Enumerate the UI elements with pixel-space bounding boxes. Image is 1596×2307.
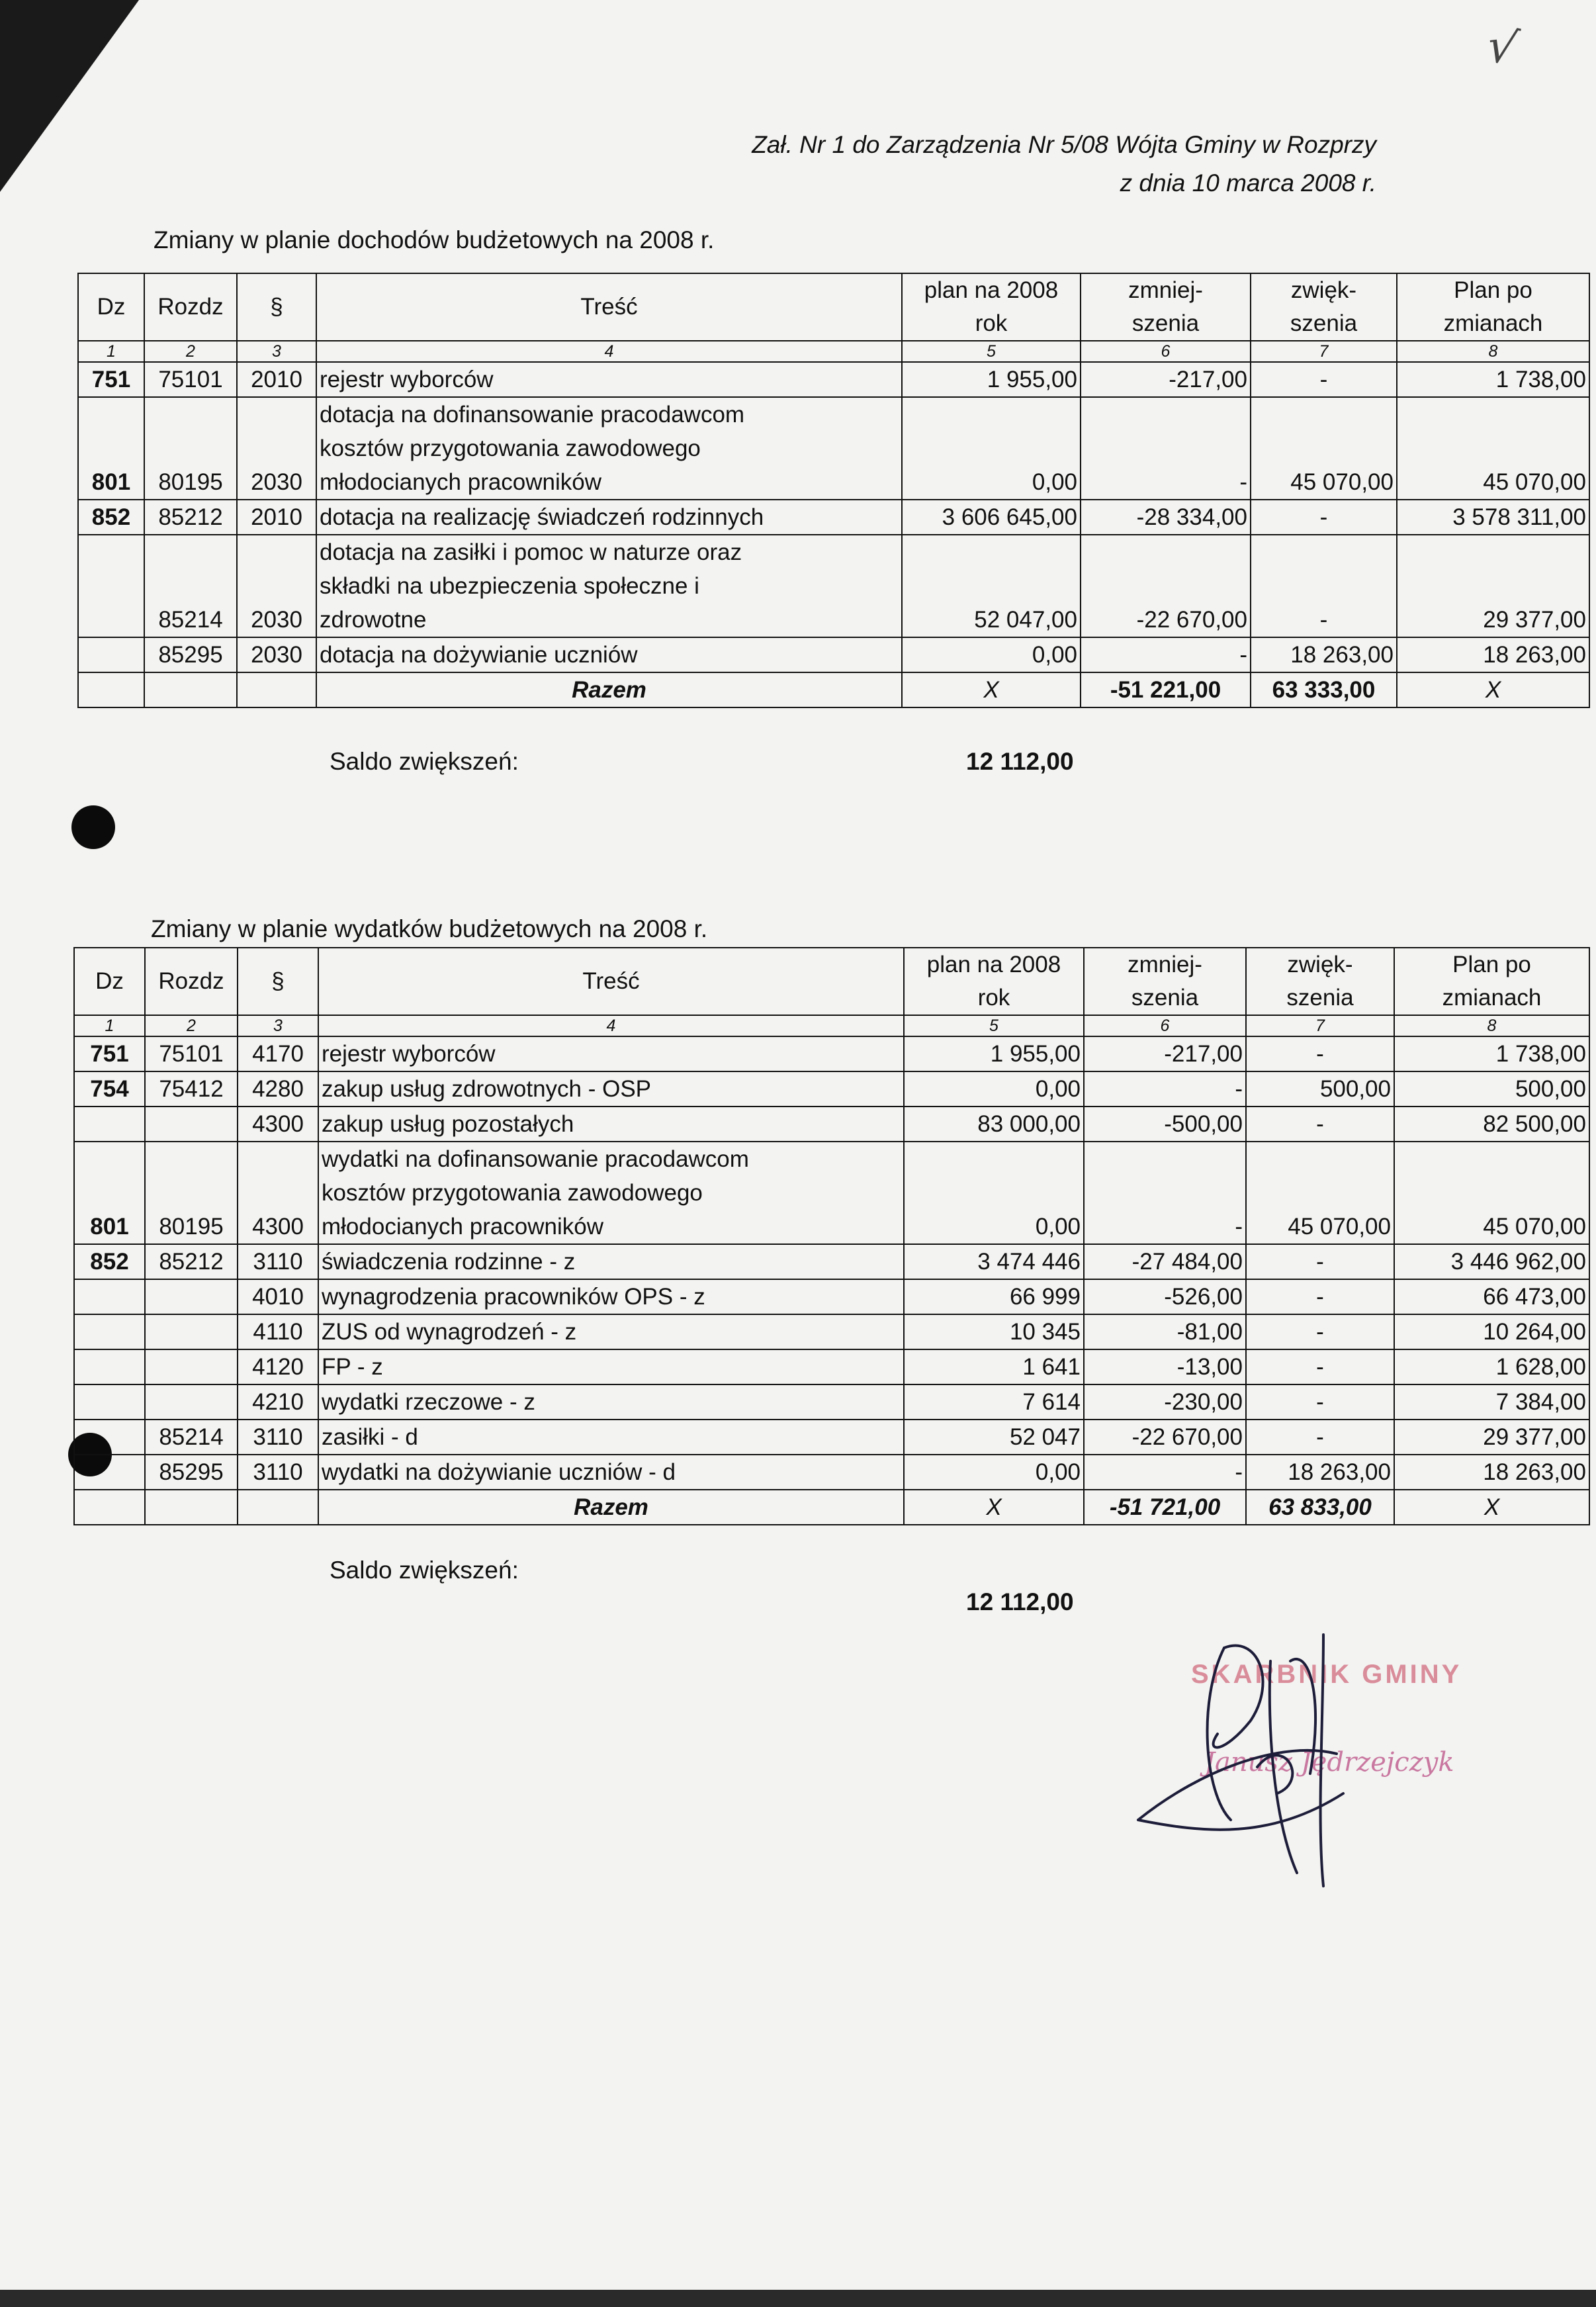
table-row xyxy=(78,500,1589,535)
table-row xyxy=(78,637,1589,672)
table-row xyxy=(78,397,1589,500)
decrease-cell: -13,00 xyxy=(1084,1349,1246,1384)
dz-cell xyxy=(74,1314,145,1349)
tresc-cell: rejestr wyborców xyxy=(318,1036,904,1071)
tresc-cell: wynagrodzenia pracowników OPS - z xyxy=(318,1279,904,1314)
increase-cell: 45 070,00 xyxy=(1246,1142,1394,1244)
column-number: 8 xyxy=(1394,1015,1589,1036)
header-line-1: Zał. Nr 1 do Zarządzenia Nr 5/08 Wójta Gminy w Rozprzy xyxy=(752,131,1376,158)
rozdz-cell xyxy=(145,1107,238,1142)
stamp-name: Janusz Jędrzejczyk xyxy=(1204,1747,1454,1778)
empty-cell xyxy=(78,672,144,707)
table-row xyxy=(74,1036,1589,1071)
dz-cell xyxy=(74,1279,145,1314)
dz-cell: 852 xyxy=(78,500,144,535)
plan-cell: 52 047,00 xyxy=(902,535,1081,637)
col-header-paragraph: § xyxy=(237,273,316,341)
column-number-row xyxy=(74,1015,1589,1036)
expenses-table-body xyxy=(74,948,1589,1525)
rozdz-cell xyxy=(145,1314,238,1349)
decrease-cell: -217,00 xyxy=(1081,362,1251,397)
increase-cell: - xyxy=(1251,362,1397,397)
paragraph-cell: 3110 xyxy=(238,1420,318,1455)
plan-after-cell: 82 500,00 xyxy=(1394,1107,1589,1142)
decrease-cell: - xyxy=(1081,397,1251,500)
plan-cell: 0,00 xyxy=(902,637,1081,672)
plan-cell: 1 955,00 xyxy=(902,362,1081,397)
rozdz-cell: 85214 xyxy=(145,1420,238,1455)
plan-cell: 0,00 xyxy=(902,397,1081,500)
paragraph-cell: 3110 xyxy=(238,1244,318,1279)
table-row xyxy=(74,1455,1589,1490)
empty-cell xyxy=(145,1490,238,1525)
expenses-table xyxy=(73,947,1590,1525)
column-number: 7 xyxy=(1251,341,1397,362)
table-row xyxy=(74,1384,1589,1420)
table-row xyxy=(74,1349,1589,1384)
plan-cell: 3 474 446 xyxy=(904,1244,1084,1279)
decrease-cell: -230,00 xyxy=(1084,1384,1246,1420)
decrease-cell: -22 670,00 xyxy=(1084,1420,1246,1455)
paragraph-cell: 4300 xyxy=(238,1142,318,1244)
increase-cell: - xyxy=(1246,1279,1394,1314)
increase-cell: - xyxy=(1251,535,1397,637)
column-number: 6 xyxy=(1084,1015,1246,1036)
rozdz-cell: 85212 xyxy=(145,1244,238,1279)
total-label: Razem xyxy=(316,672,902,707)
total-plan-after: X xyxy=(1397,672,1589,707)
increase-cell: 45 070,00 xyxy=(1251,397,1397,500)
rozdz-cell xyxy=(145,1349,238,1384)
stamp-office: SKARBNIK GMINY xyxy=(1191,1660,1462,1689)
plan-cell: 83 000,00 xyxy=(904,1107,1084,1142)
paragraph-cell: 4110 xyxy=(238,1314,318,1349)
rozdz-cell: 80195 xyxy=(145,1142,238,1244)
column-number: 3 xyxy=(238,1015,318,1036)
expenses-saldo-label: Saldo zwiększeń: xyxy=(330,1557,519,1584)
col-header-paragraph: § xyxy=(238,948,318,1015)
plan-after-cell: 1 738,00 xyxy=(1394,1036,1589,1071)
increase-cell: - xyxy=(1246,1384,1394,1420)
total-plan-after: X xyxy=(1394,1490,1589,1525)
column-number: 1 xyxy=(78,341,144,362)
rozdz-cell: 80195 xyxy=(144,397,237,500)
plan-cell: 66 999 xyxy=(904,1279,1084,1314)
paragraph-cell: 2010 xyxy=(237,500,316,535)
table-row xyxy=(78,362,1589,397)
tresc-cell: dotacja na dofinansowanie pracodawcom kosztów przygotowania zawodowego młodocianych pracowników xyxy=(316,397,902,500)
dz-cell xyxy=(74,1107,145,1142)
plan-cell: 1 641 xyxy=(904,1349,1084,1384)
plan-cell: 0,00 xyxy=(904,1142,1084,1244)
column-number: 4 xyxy=(316,341,902,362)
income-table xyxy=(77,273,1590,708)
empty-cell xyxy=(238,1490,318,1525)
dz-cell xyxy=(74,1420,145,1455)
table-row xyxy=(78,535,1589,637)
plan-after-cell: 66 473,00 xyxy=(1394,1279,1589,1314)
paragraph-cell: 2030 xyxy=(237,637,316,672)
plan-cell: 10 345 xyxy=(904,1314,1084,1349)
tresc-cell: ZUS od wynagrodzeń - z xyxy=(318,1314,904,1349)
dz-cell: 751 xyxy=(74,1036,145,1071)
handwritten-signature xyxy=(1125,1621,1469,1899)
rozdz-cell: 85212 xyxy=(144,500,237,535)
increase-cell: - xyxy=(1246,1244,1394,1279)
decrease-cell: - xyxy=(1084,1142,1246,1244)
col-header-plan: plan na 2008 rok xyxy=(902,273,1081,341)
plan-after-cell: 29 377,00 xyxy=(1394,1420,1589,1455)
plan-after-cell: 7 384,00 xyxy=(1394,1384,1589,1420)
col-header-dz: Dz xyxy=(78,273,144,341)
col-header-tresc: Treść xyxy=(316,273,902,341)
dz-cell: 754 xyxy=(74,1071,145,1107)
plan-after-cell: 3 578 311,00 xyxy=(1397,500,1589,535)
tresc-cell: FP - z xyxy=(318,1349,904,1384)
paragraph-cell: 4170 xyxy=(238,1036,318,1071)
column-number: 4 xyxy=(318,1015,904,1036)
column-number: 3 xyxy=(237,341,316,362)
dz-cell xyxy=(74,1349,145,1384)
column-number: 7 xyxy=(1246,1015,1394,1036)
col-header-rozdz: Rozdz xyxy=(144,273,237,341)
dz-cell xyxy=(78,535,144,637)
tresc-cell: rejestr wyborców xyxy=(316,362,902,397)
total-row xyxy=(78,672,1589,707)
decrease-cell: -500,00 xyxy=(1084,1107,1246,1142)
column-number: 8 xyxy=(1397,341,1589,362)
total-increase: 63 333,00 xyxy=(1251,672,1397,707)
paragraph-cell: 3110 xyxy=(238,1455,318,1490)
plan-after-cell: 500,00 xyxy=(1394,1071,1589,1107)
column-number: 6 xyxy=(1081,341,1251,362)
tresc-cell: zakup usług zdrowotnych - OSP xyxy=(318,1071,904,1107)
col-header-decrease: zmniej- szenia xyxy=(1081,273,1251,341)
header-row xyxy=(78,273,1589,341)
plan-cell: 3 606 645,00 xyxy=(902,500,1081,535)
column-number: 2 xyxy=(145,1015,238,1036)
rozdz-cell: 75101 xyxy=(145,1036,238,1071)
tresc-cell: dotacja na dożywianie uczniów xyxy=(316,637,902,672)
tresc-cell: dotacja na realizację świadczeń rodzinnych xyxy=(316,500,902,535)
empty-cell xyxy=(237,672,316,707)
paragraph-cell: 4280 xyxy=(238,1071,318,1107)
total-label: Razem xyxy=(318,1490,904,1525)
decrease-cell: -217,00 xyxy=(1084,1036,1246,1071)
dz-cell xyxy=(78,637,144,672)
tresc-cell: dotacja na zasiłki i pomoc w naturze oraz składki na ubezpieczenia społeczne i zdrowotne xyxy=(316,535,902,637)
income-saldo-value: 12 112,00 xyxy=(966,748,1074,775)
total-plan: X xyxy=(904,1490,1084,1525)
total-plan: X xyxy=(902,672,1081,707)
bottom-scan-strip xyxy=(0,2290,1596,2307)
col-header-decrease: zmniej- szenia xyxy=(1084,948,1246,1015)
dz-cell: 751 xyxy=(78,362,144,397)
rozdz-cell: 75412 xyxy=(145,1071,238,1107)
col-header-tresc: Treść xyxy=(318,948,904,1015)
plan-after-cell: 3 446 962,00 xyxy=(1394,1244,1589,1279)
income-saldo-label: Saldo zwiększeń: xyxy=(330,748,519,775)
table-row xyxy=(74,1244,1589,1279)
plan-after-cell: 45 070,00 xyxy=(1394,1142,1589,1244)
tresc-cell: świadczenia rodzinne - z xyxy=(318,1244,904,1279)
dz-cell xyxy=(74,1455,145,1490)
decrease-cell: - xyxy=(1084,1455,1246,1490)
column-number: 2 xyxy=(144,341,237,362)
plan-after-cell: 1 628,00 xyxy=(1394,1349,1589,1384)
plan-cell: 52 047 xyxy=(904,1420,1084,1455)
increase-cell: 18 263,00 xyxy=(1246,1455,1394,1490)
punch-hole xyxy=(71,805,115,849)
col-header-plan: plan na 2008 rok xyxy=(904,948,1084,1015)
check-mark-icon: √ xyxy=(1482,17,1523,77)
plan-cell: 1 955,00 xyxy=(904,1036,1084,1071)
document-header xyxy=(635,126,1376,203)
increase-cell: - xyxy=(1246,1314,1394,1349)
plan-after-cell: 18 263,00 xyxy=(1397,637,1589,672)
folded-corner xyxy=(0,0,139,192)
tresc-cell: wydatki na dofinansowanie pracodawcom kosztów przygotowania zawodowego młodocianych pracowników xyxy=(318,1142,904,1244)
decrease-cell: -22 670,00 xyxy=(1081,535,1251,637)
total-increase: 63 833,00 xyxy=(1246,1490,1394,1525)
paragraph-cell: 4120 xyxy=(238,1349,318,1384)
paragraph-cell: 4010 xyxy=(238,1279,318,1314)
tresc-cell: zakup usług pozostałych xyxy=(318,1107,904,1142)
expenses-saldo-value: 12 112,00 xyxy=(966,1588,1074,1615)
dz-cell: 801 xyxy=(74,1142,145,1244)
table-row xyxy=(74,1071,1589,1107)
decrease-cell: - xyxy=(1084,1071,1246,1107)
rozdz-cell: 75101 xyxy=(144,362,237,397)
table-row xyxy=(74,1279,1589,1314)
col-header-plan-after: Plan po zmianach xyxy=(1394,948,1589,1015)
paragraph-cell: 4210 xyxy=(238,1384,318,1420)
rozdz-cell: 85295 xyxy=(144,637,237,672)
dz-cell: 852 xyxy=(74,1244,145,1279)
decrease-cell: -27 484,00 xyxy=(1084,1244,1246,1279)
expenses-section-title: Zmiany w planie wydatków budżetowych na 2008 r. xyxy=(151,915,708,942)
increase-cell: - xyxy=(1246,1107,1394,1142)
col-header-rozdz: Rozdz xyxy=(145,948,238,1015)
plan-after-cell: 10 264,00 xyxy=(1394,1314,1589,1349)
increase-cell: 500,00 xyxy=(1246,1071,1394,1107)
plan-cell: 7 614 xyxy=(904,1384,1084,1420)
table-row xyxy=(74,1142,1589,1244)
table-row xyxy=(74,1420,1589,1455)
tresc-cell: wydatki na dożywianie uczniów - d xyxy=(318,1455,904,1490)
income-table-body xyxy=(78,273,1589,707)
empty-cell xyxy=(144,672,237,707)
plan-cell: 0,00 xyxy=(904,1071,1084,1107)
increase-cell: - xyxy=(1246,1349,1394,1384)
decrease-cell: -81,00 xyxy=(1084,1314,1246,1349)
income-section-title: Zmiany w planie dochodów budżetowych na 2008 r. xyxy=(154,226,715,253)
col-header-increase: zwięk- szenia xyxy=(1246,948,1394,1015)
column-number: 5 xyxy=(904,1015,1084,1036)
rozdz-cell: 85214 xyxy=(144,535,237,637)
increase-cell: 18 263,00 xyxy=(1251,637,1397,672)
decrease-cell: -526,00 xyxy=(1084,1279,1246,1314)
paragraph-cell: 2030 xyxy=(237,397,316,500)
increase-cell: - xyxy=(1246,1036,1394,1071)
rozdz-cell xyxy=(145,1279,238,1314)
column-number: 5 xyxy=(902,341,1081,362)
paragraph-cell: 4300 xyxy=(238,1107,318,1142)
plan-cell: 0,00 xyxy=(904,1455,1084,1490)
paragraph-cell: 2030 xyxy=(237,535,316,637)
rozdz-cell: 85295 xyxy=(145,1455,238,1490)
plan-after-cell: 29 377,00 xyxy=(1397,535,1589,637)
paragraph-cell: 2010 xyxy=(237,362,316,397)
table-row xyxy=(74,1314,1589,1349)
col-header-dz: Dz xyxy=(74,948,145,1015)
decrease-cell: - xyxy=(1081,637,1251,672)
column-number: 1 xyxy=(74,1015,145,1036)
total-row xyxy=(74,1490,1589,1525)
dz-cell: 801 xyxy=(78,397,144,500)
total-decrease: -51 721,00 xyxy=(1084,1490,1246,1525)
increase-cell: - xyxy=(1251,500,1397,535)
tresc-cell: wydatki rzeczowe - z xyxy=(318,1384,904,1420)
column-number-row xyxy=(78,341,1589,362)
tresc-cell: zasiłki - d xyxy=(318,1420,904,1455)
col-header-increase: zwięk- szenia xyxy=(1251,273,1397,341)
table-row xyxy=(74,1107,1589,1142)
plan-after-cell: 1 738,00 xyxy=(1397,362,1589,397)
increase-cell: - xyxy=(1246,1420,1394,1455)
total-decrease: -51 221,00 xyxy=(1081,672,1251,707)
header-row xyxy=(74,948,1589,1015)
header-line-2: z dnia 10 marca 2008 r. xyxy=(1120,169,1376,197)
empty-cell xyxy=(74,1490,145,1525)
decrease-cell: -28 334,00 xyxy=(1081,500,1251,535)
col-header-plan-after: Plan po zmianach xyxy=(1397,273,1589,341)
plan-after-cell: 45 070,00 xyxy=(1397,397,1589,500)
plan-after-cell: 18 263,00 xyxy=(1394,1455,1589,1490)
dz-cell xyxy=(74,1384,145,1420)
rozdz-cell xyxy=(145,1384,238,1420)
